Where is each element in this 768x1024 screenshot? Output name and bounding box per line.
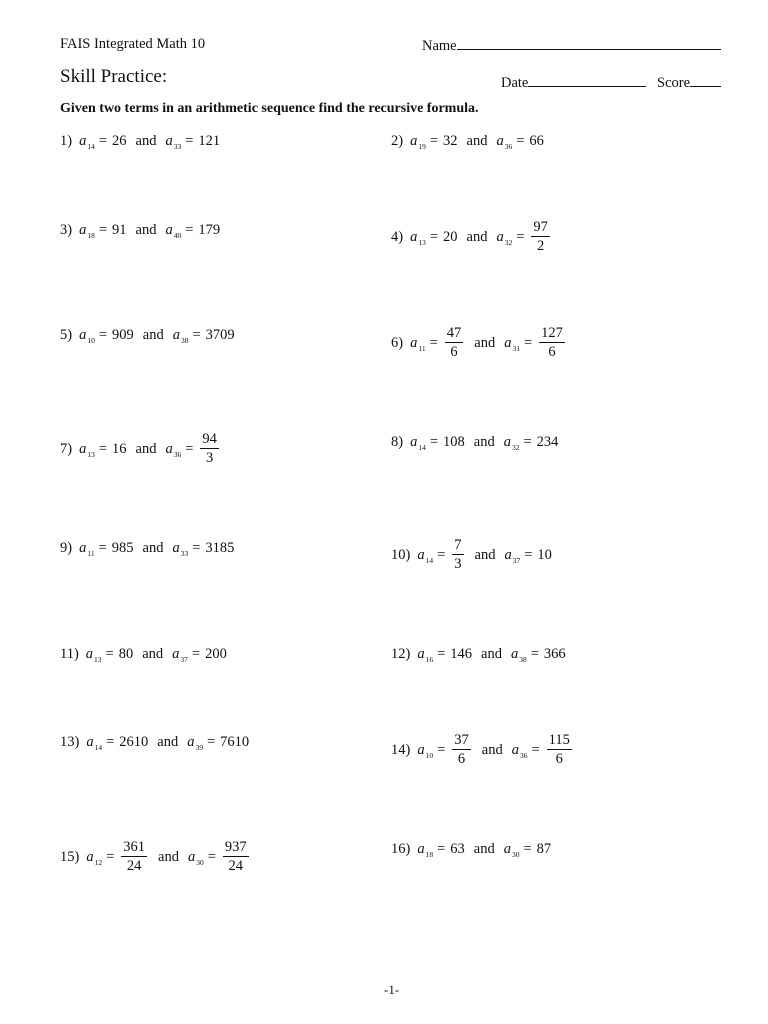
term-1: a 14 xyxy=(79,133,95,151)
term-2: a 31 xyxy=(504,334,520,353)
term-2: a 36 xyxy=(496,133,513,151)
numerator: 37 xyxy=(452,733,471,750)
subscript: 36 xyxy=(519,750,528,760)
subscript: 14 xyxy=(87,142,95,151)
problem-16: 16) a 18 = 63 and a 30 = 87 xyxy=(391,841,552,859)
value-1: 91 xyxy=(112,222,127,238)
subscript: 13 xyxy=(94,655,102,664)
problem-12: 12) a 16 = 146 and a 38 = 366 xyxy=(391,646,566,664)
value-2: 87 xyxy=(536,841,552,857)
and-connector: and xyxy=(142,646,164,662)
value-2-fraction xyxy=(529,220,552,254)
subscript: 36 xyxy=(504,142,513,151)
problem-number: 1) xyxy=(60,133,73,149)
and-connector: and xyxy=(135,440,157,457)
term-2: a 37 xyxy=(172,646,188,664)
and-connector: and xyxy=(481,741,503,758)
problem-1: 1) a 14 = 26 and a 33 = 121 xyxy=(60,133,221,151)
subscript: 39 xyxy=(195,743,203,752)
problem-number: 10) xyxy=(391,546,411,563)
score-field[interactable] xyxy=(657,73,721,92)
term-1: a 19 xyxy=(410,133,426,151)
date-blank-line[interactable] xyxy=(528,73,646,87)
subscript: 11 xyxy=(87,549,95,558)
value-2: 179 xyxy=(198,222,221,238)
term-1: a 13 xyxy=(79,440,95,459)
denominator: 2 xyxy=(537,238,545,255)
value-2: 3709 xyxy=(205,327,235,343)
term-1: a 10 xyxy=(417,741,434,760)
date-field[interactable] xyxy=(501,73,646,92)
value-1: 2610 xyxy=(119,734,149,750)
problem-10: 10) a 14 = $\frac{7}{3}$ and a 37 = 10 xyxy=(391,537,552,573)
and-connector: and xyxy=(474,334,496,351)
term-2: a 36 xyxy=(511,741,528,760)
term-1: a 18 xyxy=(417,841,434,859)
problem-number: 14) xyxy=(391,741,411,758)
problem-5: 5) a 10 = 909 and a 38 = 3709 xyxy=(60,327,235,345)
value-2: 200 xyxy=(205,646,227,662)
and-connector: and xyxy=(466,133,488,149)
problem-number: 5) xyxy=(60,327,73,343)
term-1: a 13 xyxy=(85,646,102,664)
term-2: a 30 xyxy=(503,841,520,859)
term-1: a 12 xyxy=(86,848,103,867)
name-blank-line[interactable] xyxy=(457,36,721,50)
subscript: 33 xyxy=(180,549,189,558)
term-2: a 38 xyxy=(172,327,189,345)
subscript: 40 xyxy=(173,231,182,240)
and-connector: and xyxy=(142,327,164,343)
value-1-fraction xyxy=(119,840,149,874)
term-2: a 39 xyxy=(187,734,203,752)
subscript: 11 xyxy=(418,343,426,353)
date-label: Date xyxy=(501,75,529,91)
value-2: 3185 xyxy=(205,540,235,556)
subscript: 30 xyxy=(196,857,204,867)
problem-9: 9) a 11 = 985 and a 33 = 3185 xyxy=(60,540,235,558)
term-2: a 33 xyxy=(165,133,182,151)
instructions: Given two terms in an arithmetic sequence find the recursive formula. xyxy=(60,101,479,116)
problem-6: 6) a 11 = $\frac{47}{6}$ and a 31 = $\frac{127}{6}$ xyxy=(391,326,567,360)
subscript: 33 xyxy=(173,142,182,151)
and-connector: and xyxy=(466,228,488,245)
value-1: 909 xyxy=(112,327,134,343)
term-2: a 36 xyxy=(165,440,182,459)
problem-number: 11) xyxy=(60,646,79,662)
problem-number: 16) xyxy=(391,841,411,857)
value-1: 108 xyxy=(443,434,465,450)
term-1: a 14 xyxy=(417,546,434,565)
value-2: 7610 xyxy=(220,734,250,750)
problem-number: 8) xyxy=(391,434,404,450)
problem-number: 6) xyxy=(391,334,404,351)
term-2: a 32 xyxy=(496,228,513,247)
term-1: a 10 xyxy=(79,327,95,345)
course-title: FAIS Integrated Math 10 xyxy=(60,36,206,52)
worksheet-title: Skill Practice: xyxy=(60,66,168,87)
value-2: 366 xyxy=(543,646,566,662)
subscript: 30 xyxy=(511,850,520,859)
and-connector: and xyxy=(135,222,157,238)
subscript: 16 xyxy=(425,655,434,664)
problem-number: 7) xyxy=(60,440,73,457)
term-1: a 14 xyxy=(86,734,103,752)
numerator: 7 xyxy=(452,538,463,555)
subscript: 38 xyxy=(180,336,189,345)
numerator: 97 xyxy=(531,220,550,237)
value-1: 63 xyxy=(450,841,465,857)
problem-7: 7) a 13 = 16 and a 36 = $\frac{94}{3}$ xyxy=(60,432,221,466)
subscript: 36 xyxy=(173,449,182,459)
subscript: 14 xyxy=(425,555,434,565)
problem-number: 15) xyxy=(60,848,80,865)
denominator: 3 xyxy=(206,450,214,467)
value-1: 32 xyxy=(443,133,458,149)
problem-11: 11) a 13 = 80 and a 37 = 200 xyxy=(60,646,227,664)
problem-number: 13) xyxy=(60,734,80,750)
term-2: a 38 xyxy=(510,646,527,664)
page-number: -1- xyxy=(384,982,400,997)
term-1: a 13 xyxy=(410,228,426,247)
denominator: 24 xyxy=(126,858,142,875)
term-1: a 11 xyxy=(410,334,426,353)
denominator: 3 xyxy=(454,556,462,573)
subscript: 13 xyxy=(418,237,426,247)
subscript: 37 xyxy=(180,655,188,664)
subscript: 14 xyxy=(418,443,426,452)
value-2-fraction xyxy=(221,840,251,874)
subscript: 32 xyxy=(504,237,513,247)
term-1: a 18 xyxy=(79,222,95,240)
subscript: 18 xyxy=(87,231,95,240)
value-1: 985 xyxy=(111,540,134,556)
name-label: Name xyxy=(422,38,457,54)
subscript: 10 xyxy=(425,750,434,760)
problem-number: 3) xyxy=(60,222,73,238)
and-connector: and xyxy=(135,133,157,149)
value-1: 80 xyxy=(118,646,134,662)
value-1: 26 xyxy=(112,133,127,149)
term-2: a 40 xyxy=(165,222,182,240)
term-2: a 37 xyxy=(504,546,521,565)
value-2: 66 xyxy=(529,133,544,149)
subscript: 14 xyxy=(94,743,103,752)
value-2: 121 xyxy=(198,133,221,149)
and-connector: and xyxy=(158,848,179,865)
subscript: 12 xyxy=(94,857,103,867)
numerator: 47 xyxy=(445,326,464,343)
problem-number: 4) xyxy=(391,228,404,245)
numerator: 94 xyxy=(200,432,219,449)
subscript: 31 xyxy=(512,343,520,353)
problem-14: 14) a 10 = $\frac{37}{6}$ and a 36 = $\frac{115}{6}$ xyxy=(391,733,574,767)
term-1: a 16 xyxy=(417,646,434,664)
subscript: 10 xyxy=(87,336,95,345)
value-2: 10 xyxy=(537,546,552,563)
value-1-fraction xyxy=(450,733,473,767)
value-1-fraction xyxy=(450,538,465,572)
denominator: 6 xyxy=(548,344,556,361)
score-label: Score xyxy=(657,75,691,91)
problem-number: 12) xyxy=(391,646,411,662)
name-field[interactable] xyxy=(422,36,721,55)
subscript: 18 xyxy=(425,850,434,859)
term-2: a 33 xyxy=(172,540,189,558)
and-connector: and xyxy=(481,646,502,662)
problem-13: 13) a 14 = 2610 and a 39 = 7610 xyxy=(60,734,250,752)
and-connector: and xyxy=(474,546,496,563)
subscript: 37 xyxy=(512,555,521,565)
subscript: 32 xyxy=(511,443,520,452)
numerator: 127 xyxy=(539,326,565,343)
term-2: a 32 xyxy=(503,434,520,452)
numerator: 115 xyxy=(547,733,572,750)
problem-4: 4) a 13 = 20 and a 32 = $\frac{97}{2}$ xyxy=(391,220,552,254)
value-2-fraction xyxy=(198,432,221,466)
term-1: a 11 xyxy=(79,540,95,558)
denominator: 6 xyxy=(457,751,466,768)
value-1: 146 xyxy=(450,646,473,662)
value-2-fraction xyxy=(537,326,567,360)
and-connector: and xyxy=(473,841,495,857)
problem-15: 15) a 12 = $\frac{361}{24}$ and a 30 = $\frac{937}{24}$ xyxy=(60,840,251,874)
and-connector: and xyxy=(142,540,164,556)
problem-number: 9) xyxy=(60,540,73,556)
term-2: a 30 xyxy=(187,848,204,867)
value-2: 234 xyxy=(536,434,559,450)
and-connector: and xyxy=(473,434,495,450)
value-2-fraction xyxy=(545,733,574,767)
and-connector: and xyxy=(157,734,179,750)
numerator: 937 xyxy=(223,840,249,857)
value-1-fraction xyxy=(443,326,466,360)
problem-2: 2) a 19 = 32 and a 36 = 66 xyxy=(391,133,544,151)
denominator: 6 xyxy=(450,344,458,361)
numerator: 361 xyxy=(121,840,147,857)
score-blank-line[interactable] xyxy=(690,73,721,87)
subscript: 19 xyxy=(418,142,426,151)
problem-3: 3) a 18 = 91 and a 40 = 179 xyxy=(60,222,221,240)
denominator: 24 xyxy=(228,858,244,875)
subscript: 13 xyxy=(87,449,95,459)
value-1: 20 xyxy=(443,228,458,245)
denominator: 6 xyxy=(555,751,563,768)
subscript: 38 xyxy=(519,655,527,664)
problem-number: 2) xyxy=(391,133,404,149)
value-1: 16 xyxy=(112,440,127,457)
term-1: a 14 xyxy=(410,434,426,452)
problem-8: 8) a 14 = 108 and a 32 = 234 xyxy=(391,434,559,452)
